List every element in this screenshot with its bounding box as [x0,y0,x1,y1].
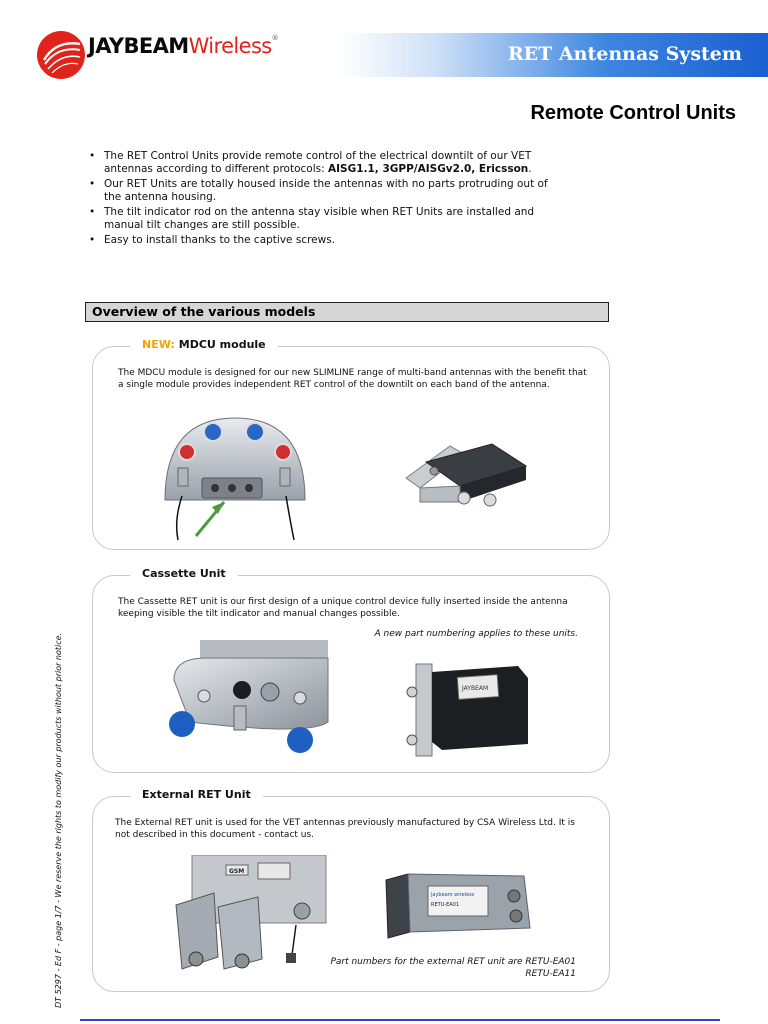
part-numbers-note-line2: RETU-EA11 [525,969,576,979]
cassette-unit-image [160,640,335,758]
card-label-cassette: Cassette Unit [130,567,238,580]
external-ret-unit-image [166,855,328,971]
new-badge: NEW: [142,338,175,351]
card-description: The MDCU module is designed for our new SLIMLINE range of multi-band antennas with the benefit that a single module provides independent RET control of the downtilt on each band of the antenna. [118,368,587,390]
antenna-label: GSM [229,868,245,875]
feature-list [86,150,556,249]
jaybeam-logo-icon [36,30,86,80]
product-sticker: JAYBEAM [462,685,489,692]
logo-secondary: Wireless [188,34,272,58]
feature-item: • Easy to install thanks to the captive screws. [86,234,556,247]
mdcu-module-image [160,410,310,542]
card-label-mdcu [130,338,278,351]
part-numbering-note: A new part numbering applies to these units. [374,629,578,639]
card-description: The External RET unit is used for the VET antennas previously manufactured by CSA Wireless Ltd. It is not described in this document - contact us. [115,818,575,840]
product-model: RETU-EA01 [431,902,460,908]
feature-item: • Our RET Units are totally housed inside the antennas with no parts protruding out of the antenna housing. [86,178,556,204]
product-brand: jaybeam wireless [431,892,475,898]
mdcu-compact-module-image [404,440,530,514]
header-title: RET Antennas System [507,43,742,65]
card-label-external: External RET Unit [130,788,263,801]
card-description: The Cassette RET unit is our first design of a unique control device fully inserted inside the antenna keeping visible the tilt indicator and manual changes possible. [118,597,568,619]
page-title: Remote Control Units [530,102,736,124]
logo-registered-mark: ® [271,34,279,42]
logo-primary: JAYBEAM [88,34,189,58]
section-heading: Overview of the various models [92,304,316,319]
external-ret-side-image [384,866,536,948]
feature-item: • The RET Control Units provide remote control of the electrical downtilt of our VET antennas according to different protocols: AISG1.1, 3GPP/AISGv2.0, Ericsson. [86,150,556,176]
card-label-text: MDCU module [178,338,266,351]
part-numbers-note-line1: Part numbers for the external RET unit are RETU-EA01 [330,957,576,967]
cassette-side-image [406,662,532,758]
feature-item: • The tilt indicator rod on the antenna stay visible when RET Units are installed and manual tilt changes are still possible. [86,206,556,232]
brand-logo [88,34,278,58]
footer-rule [80,1019,720,1021]
document-reference: DT 5297 - Ed F - page 1/7 - We reserve the rights to modify our products without prior notice. [54,632,63,1008]
